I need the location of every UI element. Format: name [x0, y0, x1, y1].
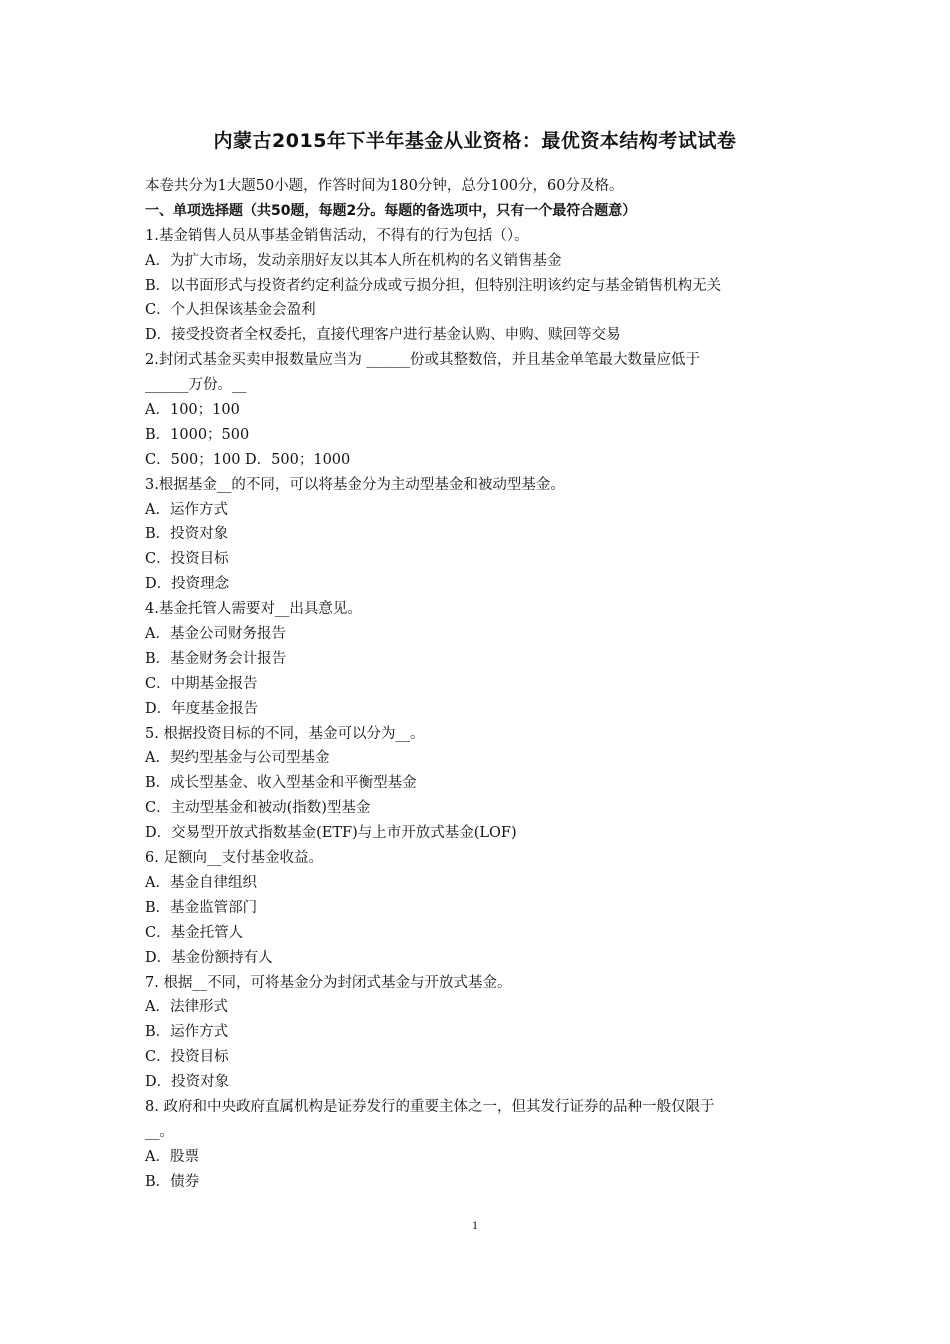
page-number: 1 [472, 1218, 478, 1232]
option: C．个人担保该基金会盈利 [145, 302, 316, 319]
option: B．基金财务会计报告 [145, 650, 287, 667]
document-body [145, 174, 825, 1195]
option: B．债券 [145, 1173, 200, 1190]
question-stem: 6. 足额向__支付基金收益。 [145, 850, 323, 867]
question-stem: 8. 政府和中央政府直属机构是证券发行的重要主体之一，但其发行证券的品种一般仅限于 [145, 1098, 715, 1115]
question-stem-cont: __。 [145, 1123, 174, 1140]
section-heading: 一、单项选择题（共50题，每题2分。每题的备选项中，只有一个最符合题意） [145, 202, 637, 219]
option: D．接受投资者全权委托，直接代理客户进行基金认购、申购、赎回等交易 [145, 327, 621, 344]
option: C．主动型基金和被动(指数)型基金 [145, 800, 371, 817]
option: C．基金托管人 [145, 924, 244, 941]
question-stem: 1.基金销售人员从事基金销售活动，不得有的行为包括（）。 [145, 227, 529, 244]
option: C．投资目标 [145, 551, 229, 568]
question-stem-cont: ______万份。__ [145, 377, 247, 394]
option: B．投资对象 [145, 526, 229, 543]
option: A．运作方式 [145, 501, 228, 518]
option: C．投资目标 [145, 1049, 229, 1066]
option: B．基金监管部门 [145, 899, 258, 916]
option: D．投资对象 [145, 1074, 230, 1091]
option: B．1000；500 [145, 426, 250, 443]
option: A．100；100 [145, 402, 240, 419]
question-stem: 7. 根据__不同，可将基金分为封闭式基金与开放式基金。 [145, 974, 512, 991]
option: C．500；100 D．500；1000 [145, 451, 351, 468]
option: A．为扩大市场，发动亲朋好友以其本人所在机构的名义销售基金 [145, 252, 562, 269]
option: D．投资理念 [145, 576, 230, 593]
exam-intro: 本卷共分为1大题50小题，作答时间为180分钟，总分100分，60分及格。 [145, 178, 624, 194]
option: A．股票 [145, 1148, 199, 1165]
question-stem: 4.基金托管人需要对__出具意见。 [145, 601, 362, 618]
option: D．年度基金报告 [145, 700, 259, 717]
option: A．法律形式 [145, 999, 228, 1016]
option: C．中期基金报告 [145, 675, 258, 692]
option: B．运作方式 [145, 1024, 229, 1041]
option: A．基金公司财务报告 [145, 626, 286, 643]
option: B．成长型基金、收入型基金和平衡型基金 [145, 775, 417, 792]
option: D．交易型开放式指数基金(ETF)与上市开放式基金(LOF) [145, 825, 517, 842]
option: A．契约型基金与公司型基金 [145, 750, 330, 767]
document-title: 内蒙古2015年下半年基金从业资格：最优资本结构考试试卷 [213, 130, 737, 152]
question-stem: 3.根据基金__的不同，可以将基金分为主动型基金和被动型基金。 [145, 476, 565, 493]
option: B．以书面形式与投资者约定利益分成或亏损分担，但特别注明该约定与基金销售机构无关 [145, 277, 722, 294]
question-stem: 5. 根据投资目标的不同，基金可以分为__。 [145, 725, 425, 742]
option: D．基金份额持有人 [145, 949, 273, 966]
option: A．基金自律组织 [145, 874, 257, 891]
question-stem: 2.封闭式基金买卖申报数量应当为 ______份或其整数倍，并且基金单笔最大数量应低于 [145, 352, 700, 369]
